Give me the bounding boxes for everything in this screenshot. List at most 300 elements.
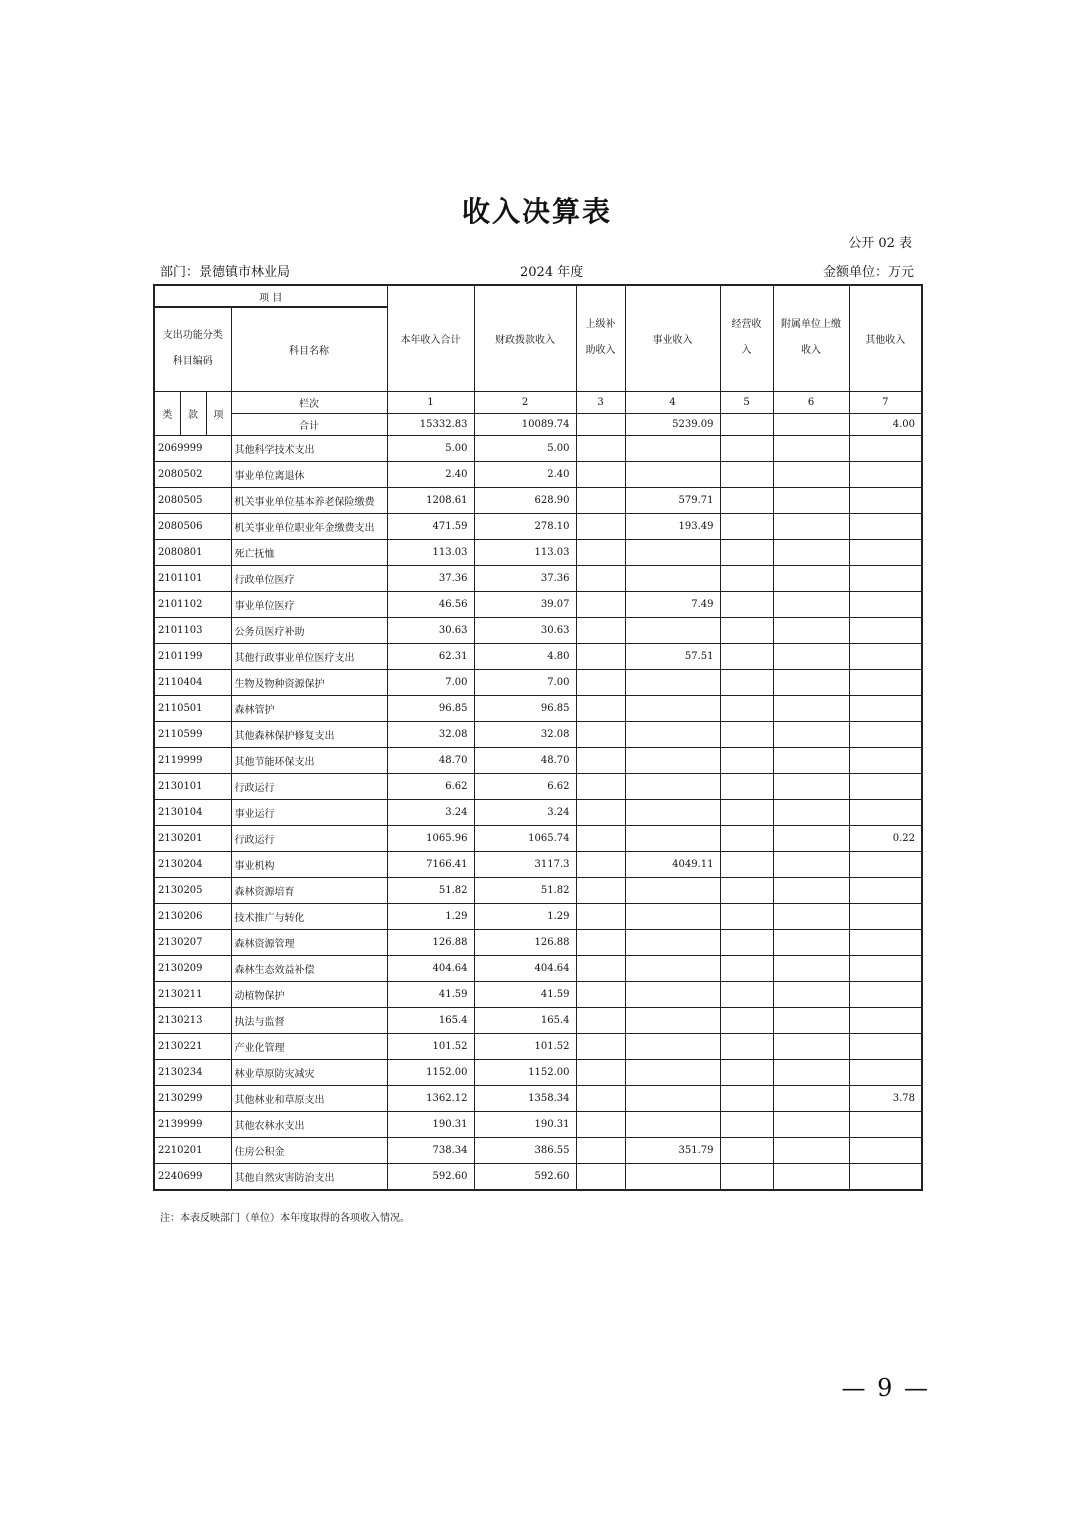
- row-code: 2130209: [154, 955, 231, 981]
- row-total: 1208.61: [387, 487, 474, 513]
- table-row: [154, 643, 922, 669]
- row-code: 2130206: [154, 903, 231, 929]
- row-operating: [720, 929, 773, 955]
- row-other: [849, 1163, 922, 1190]
- row-fiscal: 126.88: [474, 929, 576, 955]
- row-business: 579.71: [625, 487, 720, 513]
- row-total: 7166.41: [387, 851, 474, 877]
- row-upper: [576, 487, 625, 513]
- table-row: [154, 773, 922, 799]
- row-operating: [720, 903, 773, 929]
- row-total: 30.63: [387, 617, 474, 643]
- row-subject-name: 林业草原防灾减灾: [231, 1059, 387, 1085]
- row-operating: [720, 565, 773, 591]
- table-row: [154, 487, 922, 513]
- row-affiliated: [773, 747, 849, 773]
- row-fiscal: 3117.3: [474, 851, 576, 877]
- row-subject-name: 其他自然灾害防治支出: [231, 1163, 387, 1190]
- row-affiliated: [773, 773, 849, 799]
- row-operating: [720, 1059, 773, 1085]
- row-business: [625, 1163, 720, 1190]
- row-upper: [576, 1137, 625, 1163]
- row-subject-name: 行政运行: [231, 825, 387, 851]
- row-operating: [720, 877, 773, 903]
- header-upper: [576, 285, 625, 391]
- header-business: 事业收入: [625, 285, 720, 391]
- row-subject-name: 其他森林保护修复支出: [231, 721, 387, 747]
- total-upper: [576, 413, 625, 435]
- row-upper: [576, 929, 625, 955]
- table-row: [154, 903, 922, 929]
- row-other: [849, 721, 922, 747]
- row-total: 1.29: [387, 903, 474, 929]
- row-affiliated: [773, 721, 849, 747]
- row-affiliated: [773, 825, 849, 851]
- row-total: 101.52: [387, 1033, 474, 1059]
- row-total: 5.00: [387, 435, 474, 461]
- row-upper: [576, 1085, 625, 1111]
- row-affiliated: [773, 877, 849, 903]
- row-code: 2101103: [154, 617, 231, 643]
- table-row: [154, 1111, 922, 1137]
- row-other: [849, 487, 922, 513]
- row-fiscal: 190.31: [474, 1111, 576, 1137]
- row-upper: [576, 825, 625, 851]
- table-row: [154, 929, 922, 955]
- total-sum: 15332.83: [387, 413, 474, 435]
- row-upper: [576, 981, 625, 1007]
- row-affiliated: [773, 799, 849, 825]
- row-fiscal: 96.85: [474, 695, 576, 721]
- row-subject-name: 机关事业单位基本养老保险缴费: [231, 487, 387, 513]
- row-operating: [720, 1085, 773, 1111]
- row-other: [849, 643, 922, 669]
- row-code: 2101199: [154, 643, 231, 669]
- row-fiscal: 628.90: [474, 487, 576, 513]
- row-upper: [576, 617, 625, 643]
- header-item: 项 目: [154, 285, 387, 307]
- row-fiscal: 51.82: [474, 877, 576, 903]
- row-upper: [576, 591, 625, 617]
- row-total: 113.03: [387, 539, 474, 565]
- row-fiscal: 592.60: [474, 1163, 576, 1190]
- row-upper: [576, 1163, 625, 1190]
- row-fiscal: 48.70: [474, 747, 576, 773]
- row-code: 2130221: [154, 1033, 231, 1059]
- row-other: [849, 773, 922, 799]
- row-other: 0.22: [849, 825, 922, 851]
- row-fiscal: 404.64: [474, 955, 576, 981]
- meta-line: [160, 261, 914, 279]
- row-subject-name: 事业运行: [231, 799, 387, 825]
- row-subject-name: 机关事业单位职业年金缴费支出: [231, 513, 387, 539]
- row-fiscal: 101.52: [474, 1033, 576, 1059]
- header-lei: 类: [154, 391, 180, 435]
- row-business: [625, 955, 720, 981]
- row-affiliated: [773, 435, 849, 461]
- row-business: [625, 1033, 720, 1059]
- table-row: [154, 851, 922, 877]
- row-code: 2110599: [154, 721, 231, 747]
- row-subject-name: 死亡抚恤: [231, 539, 387, 565]
- row-upper: [576, 1033, 625, 1059]
- table-row: [154, 721, 922, 747]
- row-code: 2130101: [154, 773, 231, 799]
- row-code: 2240699: [154, 1163, 231, 1190]
- row-other: [849, 877, 922, 903]
- header-xiang: 项: [206, 391, 231, 435]
- row-upper: [576, 695, 625, 721]
- row-affiliated: [773, 669, 849, 695]
- table-number: 公开 02 表: [848, 236, 912, 251]
- row-affiliated: [773, 487, 849, 513]
- row-upper: [576, 877, 625, 903]
- row-subject-name: 行政运行: [231, 773, 387, 799]
- row-total: 41.59: [387, 981, 474, 1007]
- row-upper: [576, 461, 625, 487]
- row-operating: [720, 799, 773, 825]
- row-operating: [720, 643, 773, 669]
- row-total: 126.88: [387, 929, 474, 955]
- row-business: [625, 903, 720, 929]
- table-row: [154, 539, 922, 565]
- total-other: 4.00: [849, 413, 922, 435]
- row-other: [849, 981, 922, 1007]
- row-fiscal: 7.00: [474, 669, 576, 695]
- table-row: [154, 955, 922, 981]
- row-operating: [720, 773, 773, 799]
- row-total: 165.4: [387, 1007, 474, 1033]
- row-operating: [720, 461, 773, 487]
- row-other: [849, 851, 922, 877]
- row-affiliated: [773, 617, 849, 643]
- row-affiliated: [773, 539, 849, 565]
- row-fiscal: 41.59: [474, 981, 576, 1007]
- row-affiliated: [773, 643, 849, 669]
- row-code: 2139999: [154, 1111, 231, 1137]
- col-number-4: 4: [625, 391, 720, 413]
- row-code: 2210201: [154, 1137, 231, 1163]
- row-total: 404.64: [387, 955, 474, 981]
- row-code: 2130234: [154, 1059, 231, 1085]
- row-code: 2080506: [154, 513, 231, 539]
- row-fiscal: 39.07: [474, 591, 576, 617]
- table-row: [154, 617, 922, 643]
- row-code: 2130204: [154, 851, 231, 877]
- row-code: 2130213: [154, 1007, 231, 1033]
- row-total: 592.60: [387, 1163, 474, 1190]
- row-fiscal: 37.36: [474, 565, 576, 591]
- row-code: 2101101: [154, 565, 231, 591]
- row-total: 3.24: [387, 799, 474, 825]
- row-upper: [576, 955, 625, 981]
- row-upper: [576, 435, 625, 461]
- row-operating: [720, 591, 773, 617]
- row-total: 48.70: [387, 747, 474, 773]
- table-row: [154, 877, 922, 903]
- row-business: [625, 721, 720, 747]
- row-subject-name: 森林资源培育: [231, 877, 387, 903]
- row-other: [849, 799, 922, 825]
- row-subject-name: 森林资源管理: [231, 929, 387, 955]
- row-affiliated: [773, 695, 849, 721]
- table-row: [154, 1085, 922, 1111]
- row-affiliated: [773, 1007, 849, 1033]
- row-business: [625, 1059, 720, 1085]
- row-business: [625, 773, 720, 799]
- row-subject-name: 生物及物种资源保护: [231, 669, 387, 695]
- table-row: [154, 825, 922, 851]
- row-affiliated: [773, 981, 849, 1007]
- row-other: [849, 929, 922, 955]
- row-total: 7.00: [387, 669, 474, 695]
- row-other: [849, 565, 922, 591]
- row-total: 62.31: [387, 643, 474, 669]
- header-fiscal: 财政拨款收入: [474, 285, 576, 391]
- total-operating: [720, 413, 773, 435]
- row-fiscal: 1065.74: [474, 825, 576, 851]
- row-upper: [576, 799, 625, 825]
- row-business: [625, 981, 720, 1007]
- row-other: [849, 539, 922, 565]
- unit-label: 金额单位：万元: [822, 265, 914, 280]
- row-other: [849, 435, 922, 461]
- department-label: 部门：景德镇市林业局: [160, 265, 291, 280]
- table-row: [154, 1033, 922, 1059]
- row-subject-name: 行政单位医疗: [231, 565, 387, 591]
- row-business: [625, 799, 720, 825]
- page-number: — 9 —: [841, 1374, 930, 1402]
- row-affiliated: [773, 1033, 849, 1059]
- row-upper: [576, 721, 625, 747]
- row-business: [625, 617, 720, 643]
- row-business: [625, 825, 720, 851]
- row-operating: [720, 539, 773, 565]
- row-total: 46.56: [387, 591, 474, 617]
- row-subject-name: 产业化管理: [231, 1033, 387, 1059]
- row-subject-name: 其他科学技术支出: [231, 435, 387, 461]
- row-code: 2130211: [154, 981, 231, 1007]
- row-total: 51.82: [387, 877, 474, 903]
- row-subject-name: 其他行政事业单位医疗支出: [231, 643, 387, 669]
- year-label: 2024 年度: [520, 265, 584, 280]
- row-affiliated: [773, 1085, 849, 1111]
- row-other: [849, 903, 922, 929]
- row-affiliated: [773, 565, 849, 591]
- row-business: 351.79: [625, 1137, 720, 1163]
- row-other: [849, 461, 922, 487]
- table-row: [154, 1059, 922, 1085]
- header-affiliated-line1: 附属单位上缴: [781, 319, 841, 331]
- col-number-1: 1: [387, 391, 474, 413]
- row-operating: [720, 617, 773, 643]
- header-lanci: 栏次: [231, 391, 387, 413]
- row-fiscal: 1152.00: [474, 1059, 576, 1085]
- row-other: [849, 513, 922, 539]
- row-other: [849, 747, 922, 773]
- table-row: [154, 461, 922, 487]
- row-operating: [720, 487, 773, 513]
- row-total: 96.85: [387, 695, 474, 721]
- row-upper: [576, 643, 625, 669]
- row-business: [625, 669, 720, 695]
- header-operating-line1: 经营收: [731, 319, 762, 331]
- row-fiscal: 386.55: [474, 1137, 576, 1163]
- header-upper-line1: 上级补: [585, 319, 616, 331]
- row-code: 2101102: [154, 591, 231, 617]
- row-business: [625, 565, 720, 591]
- row-upper: [576, 669, 625, 695]
- row-upper: [576, 1007, 625, 1033]
- row-subject-name: 执法与监督: [231, 1007, 387, 1033]
- row-fiscal: 113.03: [474, 539, 576, 565]
- header-class-code-line1: 支出功能分类: [162, 330, 223, 342]
- row-upper: [576, 565, 625, 591]
- table-row: [154, 799, 922, 825]
- row-upper: [576, 539, 625, 565]
- row-other: [849, 1033, 922, 1059]
- row-total: 471.59: [387, 513, 474, 539]
- table-row: [154, 1137, 922, 1163]
- row-operating: [720, 1137, 773, 1163]
- row-affiliated: [773, 903, 849, 929]
- row-affiliated: [773, 851, 849, 877]
- row-business: 7.49: [625, 591, 720, 617]
- row-code: 2130104: [154, 799, 231, 825]
- row-other: [849, 669, 922, 695]
- row-fiscal: 4.80: [474, 643, 576, 669]
- row-upper: [576, 513, 625, 539]
- row-business: [625, 1007, 720, 1033]
- col-number-3: 3: [576, 391, 625, 413]
- row-total: 1362.12: [387, 1085, 474, 1111]
- row-total: 32.08: [387, 721, 474, 747]
- row-affiliated: [773, 929, 849, 955]
- row-business: [625, 539, 720, 565]
- table-row: [154, 591, 922, 617]
- row-operating: [720, 955, 773, 981]
- row-fiscal: 165.4: [474, 1007, 576, 1033]
- row-subject-name: 事业单位医疗: [231, 591, 387, 617]
- total-fiscal: 10089.74: [474, 413, 576, 435]
- row-affiliated: [773, 461, 849, 487]
- row-subject-name: 森林生态效益补偿: [231, 955, 387, 981]
- row-upper: [576, 851, 625, 877]
- total-label: 合计: [231, 413, 387, 435]
- row-fiscal: 3.24: [474, 799, 576, 825]
- header-operating: [720, 285, 773, 391]
- row-code: 2110404: [154, 669, 231, 695]
- row-subject-name: 其他节能环保支出: [231, 747, 387, 773]
- table-row: [154, 435, 922, 461]
- col-number-6: 6: [773, 391, 849, 413]
- col-number-2: 2: [474, 391, 576, 413]
- row-affiliated: [773, 513, 849, 539]
- row-code: 2130207: [154, 929, 231, 955]
- total-business: 5239.09: [625, 413, 720, 435]
- header-other: 其他收入: [849, 285, 922, 391]
- row-subject-name: 其他林业和草原支出: [231, 1085, 387, 1111]
- row-other: [849, 695, 922, 721]
- row-upper: [576, 747, 625, 773]
- row-operating: [720, 721, 773, 747]
- row-fiscal: 278.10: [474, 513, 576, 539]
- row-fiscal: 5.00: [474, 435, 576, 461]
- row-subject-name: 事业单位离退休: [231, 461, 387, 487]
- row-total: 190.31: [387, 1111, 474, 1137]
- header-total: 本年收入合计: [387, 285, 474, 391]
- row-subject-name: 其他农林水支出: [231, 1111, 387, 1137]
- row-code: 2080502: [154, 461, 231, 487]
- table-row: [154, 695, 922, 721]
- row-fiscal: 2.40: [474, 461, 576, 487]
- row-affiliated: [773, 1111, 849, 1137]
- row-operating: [720, 669, 773, 695]
- row-business: [625, 929, 720, 955]
- row-total: 1152.00: [387, 1059, 474, 1085]
- row-operating: [720, 1033, 773, 1059]
- row-fiscal: 32.08: [474, 721, 576, 747]
- row-upper: [576, 903, 625, 929]
- page-title: 收入决算表: [461, 195, 612, 228]
- row-other: [849, 1007, 922, 1033]
- row-business: [625, 877, 720, 903]
- table-row: [154, 513, 922, 539]
- row-operating: [720, 1007, 773, 1033]
- row-business: [625, 1085, 720, 1111]
- row-other: [849, 617, 922, 643]
- row-other: [849, 591, 922, 617]
- row-subject-name: 住房公积金: [231, 1137, 387, 1163]
- row-affiliated: [773, 591, 849, 617]
- row-total: 37.36: [387, 565, 474, 591]
- row-total: 1065.96: [387, 825, 474, 851]
- row-other: 3.78: [849, 1085, 922, 1111]
- row-subject-name: 森林管护: [231, 695, 387, 721]
- row-other: [849, 1059, 922, 1085]
- row-total: 738.34: [387, 1137, 474, 1163]
- table-row: [154, 1007, 922, 1033]
- row-business: [625, 1111, 720, 1137]
- header-class-code: [154, 307, 231, 391]
- row-business: [625, 747, 720, 773]
- row-subject-name: 动植物保护: [231, 981, 387, 1007]
- row-business: [625, 461, 720, 487]
- header-affiliated-line2: 收入: [801, 345, 821, 357]
- table-row: [154, 669, 922, 695]
- row-other: [849, 1111, 922, 1137]
- row-code: 2080505: [154, 487, 231, 513]
- col-number-5: 5: [720, 391, 773, 413]
- table-row: [154, 565, 922, 591]
- row-operating: [720, 825, 773, 851]
- row-upper: [576, 773, 625, 799]
- header-class-code-line2: 科目编码: [172, 356, 213, 368]
- row-subject-name: 事业机构: [231, 851, 387, 877]
- row-affiliated: [773, 955, 849, 981]
- row-affiliated: [773, 1059, 849, 1085]
- row-code: 2119999: [154, 747, 231, 773]
- row-subject-name: 公务员医疗补助: [231, 617, 387, 643]
- row-upper: [576, 1059, 625, 1085]
- income-table: [153, 284, 923, 1191]
- row-affiliated: [773, 1163, 849, 1190]
- row-upper: [576, 1111, 625, 1137]
- header-affiliated: [773, 285, 849, 391]
- row-operating: [720, 513, 773, 539]
- row-total: 2.40: [387, 461, 474, 487]
- row-other: [849, 955, 922, 981]
